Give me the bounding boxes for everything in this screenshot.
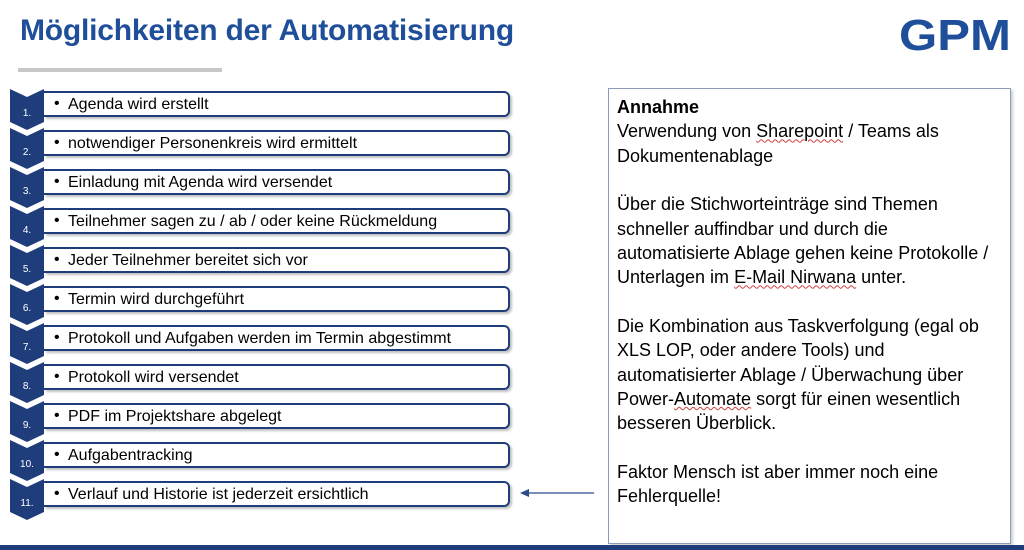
step-number: 6. [22,303,32,314]
bottom-bar [0,545,1024,550]
step-box [44,208,510,234]
gpm-logo [899,10,1011,56]
bullet-icon: • [54,407,60,424]
step-box [44,286,510,312]
step-text: Protokoll und Aufgaben werden im Termin abgestimmt [68,330,452,347]
bullet-icon: • [54,173,60,190]
step-box [44,325,510,351]
step-number: 10. [20,459,34,470]
note-paragraph-2: Über die Stichworteinträge sind Themen schneller auffindbar und durch die automatisierte Ablage gehen keine Protokolle / Unterlagen im E-Mail Nirwana unter. [617,194,989,288]
note-heading: Annahme [617,97,700,117]
step-text: Protokoll wird versendet [68,369,239,386]
bullet-icon: • [54,368,60,385]
step-number: 4. [22,225,32,236]
step-text: Termin wird durchgeführt [68,291,245,308]
step-text: Einladung mit Agenda wird versendet [68,174,333,191]
assumption-note [608,88,1011,544]
bullet-icon: • [54,329,60,346]
bullet-icon: • [54,134,60,151]
step-number: 9. [22,420,32,431]
step-text: Agenda wird erstellt [68,96,209,113]
step-box [44,91,510,117]
step-box [44,169,510,195]
step-number: 8. [22,381,32,392]
bullet-icon: • [54,251,60,268]
step-box [44,403,510,429]
page-title: Möglichkeiten der Automatisierung [20,14,515,47]
logo-text: GPM [899,11,1011,56]
step-box [44,130,510,156]
bullet-icon: • [54,290,60,307]
step-text: Teilnehmer sagen zu / ab / oder keine Rückmeldung [68,213,438,230]
step-number: 7. [22,342,32,353]
note-paragraph-1: Verwendung von Sharepoint / Teams als Dokumentenablage [617,121,939,166]
step-text: Verlauf und Historie ist jederzeit ersichtlich [68,486,369,503]
note-paragraph-3: Die Kombination aus Taskverfolgung (egal ob XLS LOP, oder andere Tools) und automatisierter Ablage / Überwachung über Power-Automate sorgt für einen wesentlich besseren Überblick. [617,315,979,434]
step-text: Jeder Teilnehmer bereitet sich vor [68,252,308,269]
step-text: PDF im Projektshare abgelegt [68,408,282,425]
note-paragraph-4: Faktor Mensch ist aber immer noch eine Fehlerquelle! [617,461,939,507]
bullet-icon: • [54,95,60,112]
step-number: 3. [22,186,32,197]
step-number: 11. [20,498,34,509]
step-box [44,364,510,390]
bullet-icon: • [54,446,60,463]
bullet-icon: • [54,485,60,502]
step-box [44,442,510,468]
step-number: 2. [22,147,32,158]
step-box [44,247,510,273]
step-text: Aufgabentracking [68,447,193,464]
step-number: 1. [22,108,32,119]
step-box [44,481,510,507]
step-text: notwendiger Personenkreis wird ermittelt [68,135,358,152]
step-number: 5. [22,264,32,275]
arrow-left-icon [520,486,594,500]
title-underline [18,68,222,72]
bullet-icon: • [54,212,60,229]
